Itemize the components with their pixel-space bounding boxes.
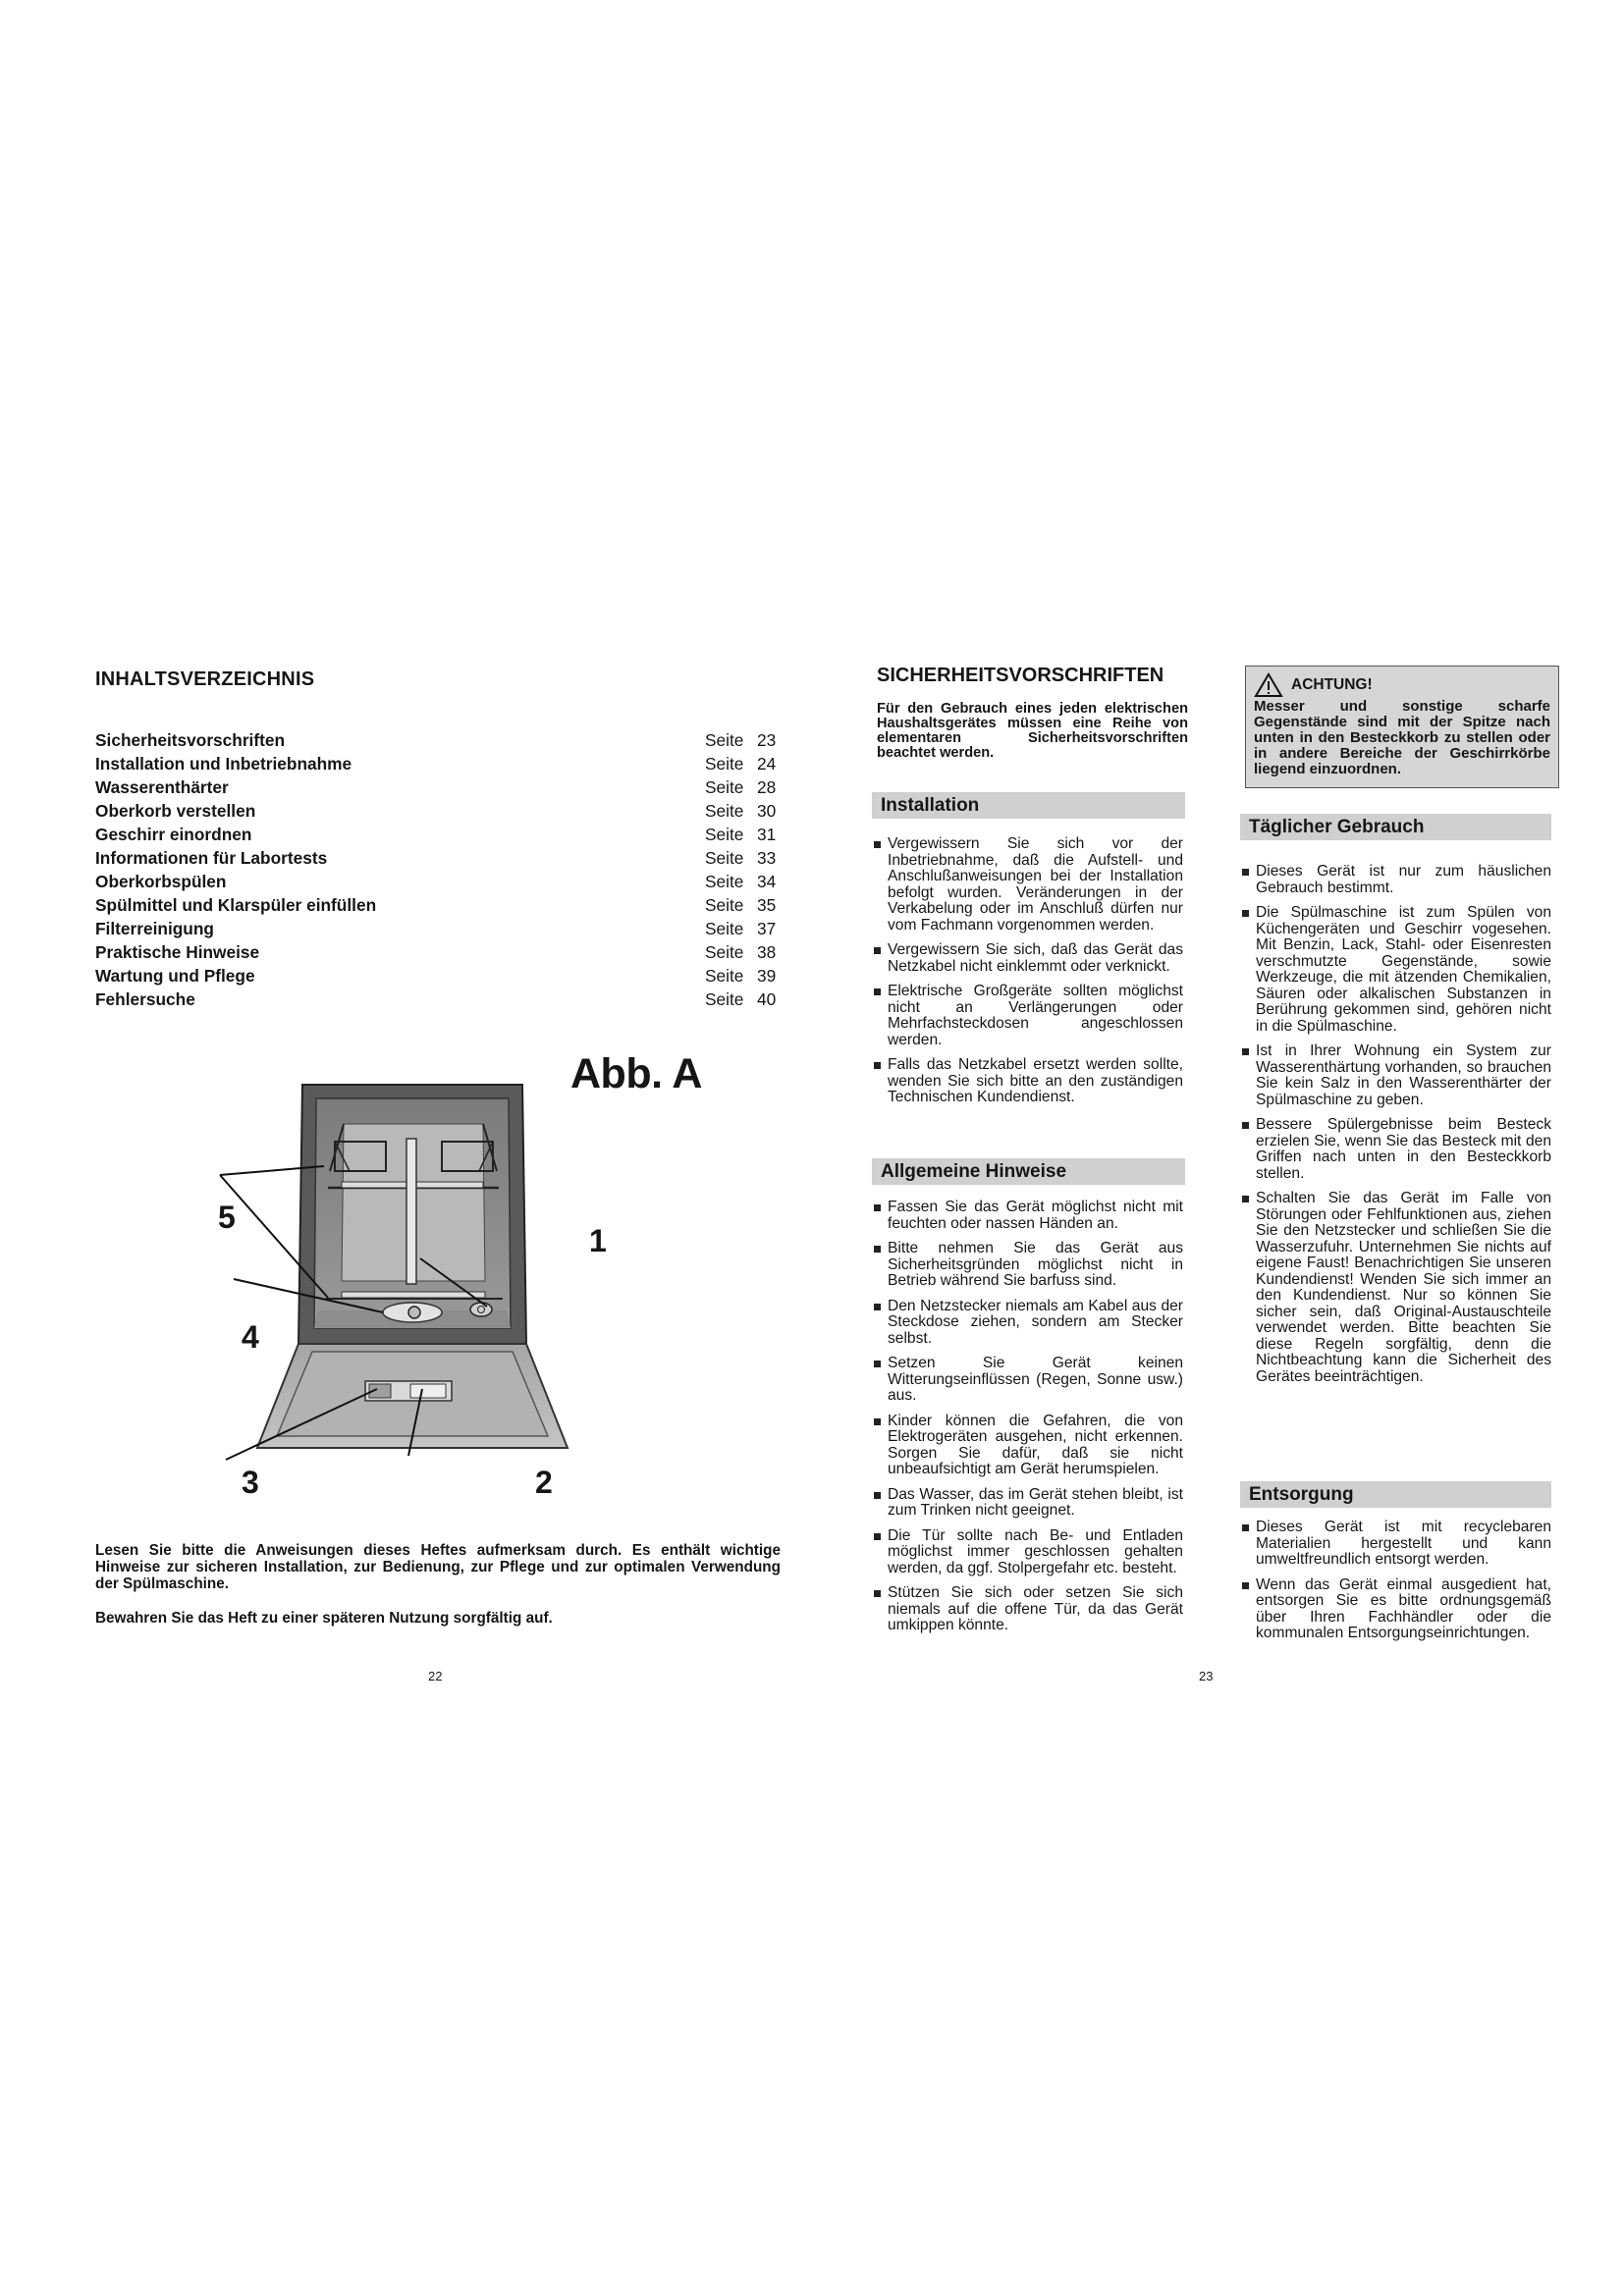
toc-entry-page: 37	[757, 919, 777, 938]
list-item: Den Netzstecker niemals am Kabel aus der Steckdose ziehen, sondern am Stecker selbst.	[872, 1299, 1183, 1348]
section-heading-installation: Installation	[872, 792, 1185, 819]
toc-entry-label: Oberkorb verstellen	[95, 801, 256, 821]
toc-entry-label: Sicherheitsvorschriften	[95, 730, 286, 750]
page-number-right: 23	[1199, 1669, 1214, 1683]
toc-entry-seite: Seite	[705, 730, 744, 750]
safety-title: SICHERHEITSVORSCHRIFTEN	[877, 665, 1164, 686]
safety-lead: Für den Gebrauch eines jeden elektrischen Haushaltsgerätes müssen eine Reihe von elementaren Sicherheitsvorschriften beachtet werden.	[877, 701, 1188, 761]
toc-entry-label: Spülmittel und Klarspüler einfüllen	[95, 895, 377, 915]
toc-entry-label: Geschirr einordnen	[95, 825, 252, 844]
list-item: Bessere Spülergebnisse beim Besteck erzielen Sie, wenn Sie das Besteck mit den Griffen nach unten in den Besteckkorb stellen.	[1240, 1117, 1551, 1182]
toc-entry-seite: Seite	[705, 895, 744, 915]
toc-entry-page: 40	[757, 989, 777, 1009]
toc-entry-page: 33	[757, 848, 777, 868]
toc-entry	[95, 728, 781, 752]
toc-entry-seite: Seite	[705, 966, 744, 986]
entsorgung-list	[1240, 1520, 1551, 1651]
warning-box	[1245, 666, 1559, 788]
toc-entry	[95, 964, 781, 988]
toc-entry	[95, 752, 781, 775]
list-item: Schalten Sie das Gerät im Falle von Störungen oder Fehlfunktionen aus, ziehen Sie den Netzstecker und schließen Sie die Wasserzufuhr. Unternehmen Sie nichts auf eigene Faust! Benachrichtigen Sie unseren Kundendienst! Wenden Sie sich immer an den Kundendienst. Nur so können Sie sicher sein, daß Original-Austauschteile verwendet werden. Bitte beachten Sie diese Regeln sorgfältig, denn die Nichtbeachtung kann die Sicherheit des Gerätes beeinträchtigen.	[1240, 1191, 1551, 1385]
toc-entry	[95, 846, 781, 870]
list-item: Das Wasser, das im Gerät stehen bleibt, ist zum Trinken nicht geeignet.	[872, 1487, 1183, 1520]
toc-entry-label: Installation und Inbetriebnahme	[95, 754, 352, 774]
toc-entry-page: 28	[757, 777, 777, 797]
toc-entry-label: Oberkorbspülen	[95, 872, 227, 891]
toc-entry-seite: Seite	[705, 825, 744, 844]
list-item: Ist in Ihrer Wohnung ein System zur Wasserenthärtung vorhanden, so brauchen Sie kein Salz in den Wasserenthärter der Spülmaschine zu geben.	[1240, 1043, 1551, 1108]
warning-header	[1254, 671, 1550, 699]
toc-entry-page: 34	[757, 872, 777, 891]
taeglich-list	[1240, 864, 1551, 1394]
toc-entry-label: Wasserenthärter	[95, 777, 229, 797]
table-of-contents	[95, 728, 781, 1011]
warning-triangle-icon	[1254, 672, 1283, 698]
list-item: Wenn das Gerät einmal ausgedient hat, entsorgen Sie es bitte ordnungsgemäß über Ihren Fachhändler oder die kommunalen Entsorgungseinrichtungen.	[1240, 1577, 1551, 1642]
callout-3: 3	[242, 1465, 259, 1500]
callout-1: 1	[589, 1223, 607, 1258]
list-item: Vergewissern Sie sich, daß das Gerät das Netzkabel nicht einklemmt oder verknickt.	[872, 942, 1183, 975]
list-item: Bitte nehmen Sie das Gerät aus Sicherheitsgründen möglichst nicht in Betrieb während Sie barfuss sind.	[872, 1241, 1183, 1290]
section-heading-taeglich: Täglicher Gebrauch	[1240, 814, 1551, 840]
toc-entry	[95, 988, 781, 1011]
list-item: Die Tür sollte nach Be- und Entladen möglichst immer geschlossen gehalten werden, da ggf. Stolpergefahr etc. besteht.	[872, 1528, 1183, 1577]
section-heading-entsorgung: Entsorgung	[1240, 1481, 1551, 1508]
callout-2: 2	[535, 1465, 553, 1500]
toc-entry-page: 30	[757, 801, 777, 821]
toc-entry-label: Wartung und Pflege	[95, 966, 255, 986]
list-item: Stützen Sie sich oder setzen Sie sich niemals auf die offene Tür, da das Gerät umkippen könnte.	[872, 1585, 1183, 1634]
list-item: Falls das Netzkabel ersetzt werden sollte, wenden Sie sich bitte an den zuständigen Technischen Kundendienst.	[872, 1057, 1183, 1106]
list-item: Vergewissern Sie sich vor der Inbetriebnahme, daß die Aufstell- und Anschlußanweisungen bei der Installation befolgt wurden. Veränderungen in der Verkabelung oder im Anschluß dürfen nur vom Fachmann vorgenommen werden.	[872, 836, 1183, 934]
toc-entry	[95, 917, 781, 940]
warning-label: ACHTUNG!	[1291, 676, 1373, 693]
toc-entry	[95, 870, 781, 893]
toc-entry	[95, 893, 781, 917]
keep-manual-note: Bewahren Sie das Heft zu einer späteren Nutzung sorgfältig auf.	[95, 1610, 553, 1627]
toc-entry-page: 35	[757, 895, 777, 915]
toc-entry-seite: Seite	[705, 989, 744, 1009]
list-item: Kinder können die Gefahren, die von Elektrogeräten ausgehen, nicht erkennen. Sorgen Sie dafür, daß sie nicht unbeaufsichtigt am Gerät herumspielen.	[872, 1414, 1183, 1478]
toc-entry-seite: Seite	[705, 801, 744, 821]
toc-entry-page: 23	[757, 730, 777, 750]
toc-entry-page: 38	[757, 942, 777, 962]
callout-5: 5	[218, 1200, 236, 1235]
toc-entry	[95, 823, 781, 846]
toc-entry-seite: Seite	[705, 872, 744, 891]
list-item: Dieses Gerät ist nur zum häuslichen Gebrauch bestimmt.	[1240, 864, 1551, 896]
installation-list	[872, 836, 1183, 1115]
toc-entry	[95, 940, 781, 964]
page-number-left: 22	[428, 1669, 443, 1683]
toc-entry-seite: Seite	[705, 848, 744, 868]
toc-entry-seite: Seite	[705, 754, 744, 774]
toc-title: INHALTSVERZEICHNIS	[95, 668, 315, 690]
list-item: Elektrische Großgeräte sollten möglichst nicht an Verlängerungen oder Mehrfachsteckdosen angeschlossen werden.	[872, 984, 1183, 1048]
toc-entry-seite: Seite	[705, 777, 744, 797]
toc-entry-label: Praktische Hinweise	[95, 942, 260, 962]
allgemein-list	[872, 1200, 1183, 1643]
toc-entry-label: Filterreinigung	[95, 919, 214, 938]
toc-entry-page: 31	[757, 825, 777, 844]
toc-entry-page: 39	[757, 966, 777, 986]
figure-title: Abb. A	[570, 1050, 702, 1097]
list-item: Dieses Gerät ist mit recyclebaren Materialien hergestellt und kann umweltfreundlich entsorgt werden.	[1240, 1520, 1551, 1569]
section-heading-allgemein: Allgemeine Hinweise	[872, 1158, 1185, 1185]
dishwasher-illustration	[196, 1065, 589, 1502]
toc-entry-label: Fehlersuche	[95, 989, 195, 1009]
intro-paragraph: Lesen Sie bitte die Anweisungen dieses Heftes aufmerksam durch. Es enthält wichtige Hinweise zur sicheren Installation, zur Bedienung, zur Pflege und zur optimalen Verwendung der Spülmaschine.	[95, 1542, 781, 1592]
toc-entry	[95, 799, 781, 823]
list-item: Setzen Sie Gerät keinen Witterungseinflüssen (Regen, Sonne usw.) aus.	[872, 1356, 1183, 1405]
toc-entry-seite: Seite	[705, 942, 744, 962]
toc-entry-label: Informationen für Labortests	[95, 848, 328, 868]
toc-entry	[95, 775, 781, 799]
toc-entry-seite: Seite	[705, 919, 744, 938]
list-item: Die Spülmaschine ist zum Spülen von Küchengeräten und Geschirr vogesehen. Mit Benzin, Lack, Stahl- oder Eisenresten verschmutzte Gegenstände, sowie Werkzeuge, die mit ätzenden Chemikalien, Säuren oder alkalischen Substanzen in Berührung gekommen sind, gehören nicht in die Spülmaschine.	[1240, 905, 1551, 1035]
toc-entry-page: 24	[757, 754, 777, 774]
warning-text: Messer und sonstige scharfe Gegenstände sind mit der Spitze nach unten in den Besteckkorb zu stellen oder in andere Bereiche der Geschirrkörbe liegend einzuordnen.	[1254, 698, 1550, 777]
callout-4: 4	[242, 1319, 259, 1355]
list-item: Fassen Sie das Gerät möglichst nicht mit feuchten oder nassen Händen an.	[872, 1200, 1183, 1232]
